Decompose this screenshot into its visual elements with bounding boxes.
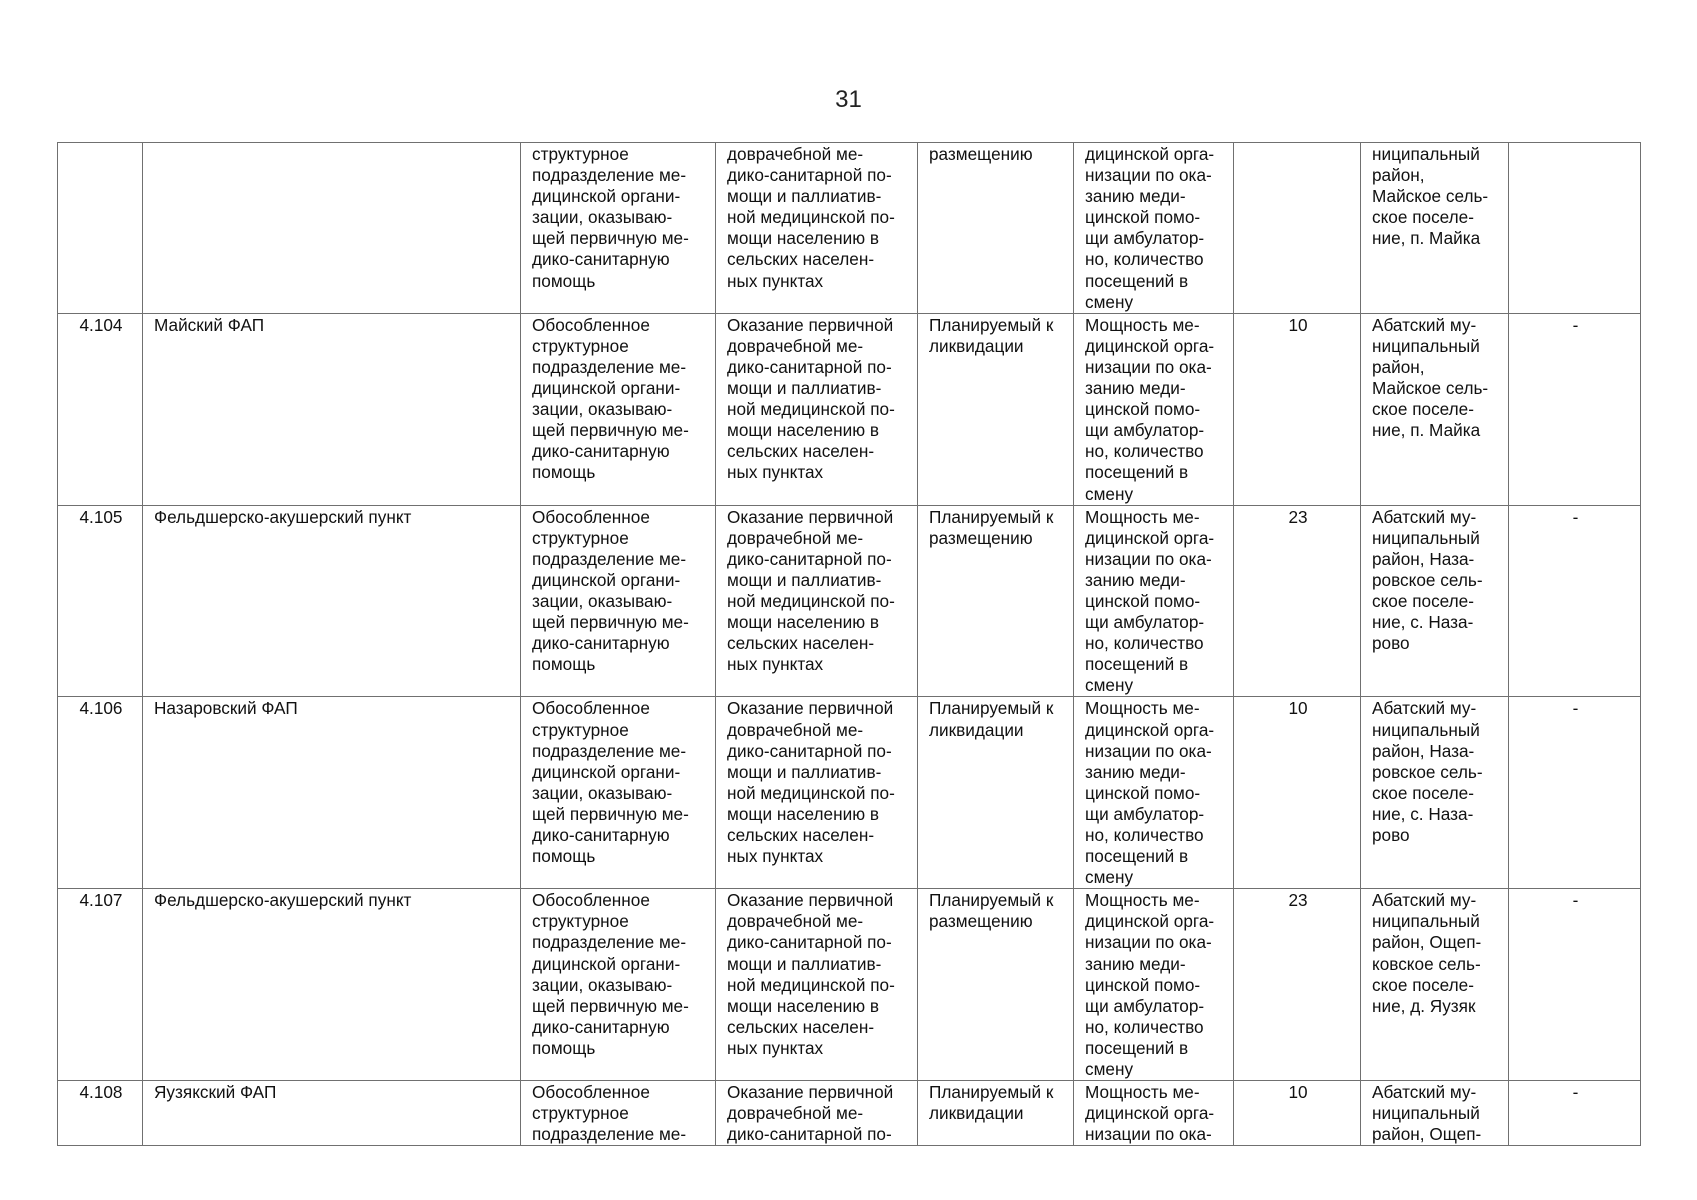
cell-capacity: 10 bbox=[1234, 313, 1361, 505]
cell-capacity: 10 bbox=[1234, 1081, 1361, 1146]
cell-name: Яузякский ФАП bbox=[143, 1081, 521, 1146]
cell-indicator: Мощность ме- дицинской орга- низации по ока- занию меди- цинской помо- щи амбулатор- но, количество посещений в смену bbox=[1074, 505, 1234, 697]
cell-name: Фельдшерско-акушерский пункт bbox=[143, 505, 521, 697]
cell-location: Абатский му- ниципальный район, Ощеп- ковское сель- ское поселе- ние, д. Яузяк bbox=[1361, 889, 1509, 1081]
cell-type: Обособленное структурное подразделение ме- дицинской органи- зации, оказываю- щей первичную ме- дико-санитарную помощь bbox=[521, 505, 716, 697]
cell-status: размещению bbox=[918, 143, 1074, 314]
cell-number: 4.107 bbox=[58, 889, 143, 1081]
cell-number bbox=[58, 143, 143, 314]
cell-status: Планируемый к ликвидации bbox=[918, 1081, 1074, 1146]
cell-location: Абатский му- ниципальный район, Ощеп- bbox=[1361, 1081, 1509, 1146]
table-row bbox=[58, 143, 1641, 314]
cell-indicator: Мощность ме- дицинской орга- низации по ока- занию меди- цинской помо- щи амбулатор- но, количество посещений в смену bbox=[1074, 889, 1234, 1081]
cell-extra: - bbox=[1509, 313, 1641, 505]
cell-purpose: Оказание первичной доврачебной ме- дико-санитарной по- bbox=[716, 1081, 918, 1146]
page-number: 31 bbox=[835, 86, 862, 113]
cell-capacity bbox=[1234, 143, 1361, 314]
cell-type: Обособленное структурное подразделение ме- дицинской органи- зации, оказываю- щей первичную ме- дико-санитарную помощь bbox=[521, 889, 716, 1081]
cell-type: Обособленное структурное подразделение ме- дицинской органи- зации, оказываю- щей первичную ме- дико-санитарную помощь bbox=[521, 697, 716, 889]
cell-status: Планируемый к ликвидации bbox=[918, 313, 1074, 505]
cell-capacity: 10 bbox=[1234, 697, 1361, 889]
table-row bbox=[58, 1081, 1641, 1146]
table-row bbox=[58, 313, 1641, 505]
cell-purpose: Оказание первичной доврачебной ме- дико-санитарной по- мощи и паллиатив- ной медицинской по- мощи населению в сельских населен- ных пунктах bbox=[716, 313, 918, 505]
cell-number: 4.104 bbox=[58, 313, 143, 505]
cell-capacity: 23 bbox=[1234, 505, 1361, 697]
table-row bbox=[58, 889, 1641, 1081]
cell-status: Планируемый к размещению bbox=[918, 889, 1074, 1081]
cell-extra: - bbox=[1509, 697, 1641, 889]
cell-name: Назаровский ФАП bbox=[143, 697, 521, 889]
cell-name: Майский ФАП bbox=[143, 313, 521, 505]
cell-location: Абатский му- ниципальный район, Наза- ровское сель- ское поселе- ние, с. Наза- рово bbox=[1361, 697, 1509, 889]
cell-name: Фельдшерско-акушерский пункт bbox=[143, 889, 521, 1081]
cell-type: структурное подразделение ме- дицинской органи- зации, оказываю- щей первичную ме- дико-санитарную помощь bbox=[521, 143, 716, 314]
cell-location: Абатский му- ниципальный район, Наза- ровское сель- ское поселе- ние, с. Наза- рово bbox=[1361, 505, 1509, 697]
cell-type: Обособленное структурное подразделение ме- bbox=[521, 1081, 716, 1146]
cell-number: 4.108 bbox=[58, 1081, 143, 1146]
cell-purpose: Оказание первичной доврачебной ме- дико-санитарной по- мощи и паллиатив- ной медицинской по- мощи населению в сельских населен- ных пунктах bbox=[716, 505, 918, 697]
facilities-table bbox=[57, 142, 1641, 1146]
cell-type: Обособленное структурное подразделение ме- дицинской органи- зации, оказываю- щей первичную ме- дико-санитарную помощь bbox=[521, 313, 716, 505]
cell-purpose: Оказание первичной доврачебной ме- дико-санитарной по- мощи и паллиатив- ной медицинской по- мощи населению в сельских населен- ных пунктах bbox=[716, 697, 918, 889]
cell-capacity: 23 bbox=[1234, 889, 1361, 1081]
cell-indicator: Мощность ме- дицинской орга- низации по ока- занию меди- цинской помо- щи амбулатор- но, количество посещений в смену bbox=[1074, 313, 1234, 505]
cell-status: Планируемый к ликвидации bbox=[918, 697, 1074, 889]
cell-status: Планируемый к размещению bbox=[918, 505, 1074, 697]
cell-extra: - bbox=[1509, 1081, 1641, 1146]
cell-location: Абатский му- ниципальный район, Майское сель- ское поселе- ние, п. Майка bbox=[1361, 313, 1509, 505]
cell-indicator: дицинской орга- низации по ока- занию меди- цинской помо- щи амбулатор- но, количество посещений в смену bbox=[1074, 143, 1234, 314]
table-row bbox=[58, 697, 1641, 889]
cell-extra bbox=[1509, 143, 1641, 314]
cell-purpose: Оказание первичной доврачебной ме- дико-санитарной по- мощи и паллиатив- ной медицинской по- мощи населению в сельских населен- ных пунктах bbox=[716, 889, 918, 1081]
cell-number: 4.106 bbox=[58, 697, 143, 889]
cell-name bbox=[143, 143, 521, 314]
cell-indicator: Мощность ме- дицинской орга- низации по ока- bbox=[1074, 1081, 1234, 1146]
cell-indicator: Мощность ме- дицинской орга- низации по ока- занию меди- цинской помо- щи амбулатор- но, количество посещений в смену bbox=[1074, 697, 1234, 889]
cell-location: ниципальный район, Майское сель- ское поселе- ние, п. Майка bbox=[1361, 143, 1509, 314]
cell-extra: - bbox=[1509, 505, 1641, 697]
table-row bbox=[58, 505, 1641, 697]
cell-extra: - bbox=[1509, 889, 1641, 1081]
cell-purpose: доврачебной ме- дико-санитарной по- мощи и паллиатив- ной медицинской по- мощи населению в сельских населен- ных пунктах bbox=[716, 143, 918, 314]
cell-number: 4.105 bbox=[58, 505, 143, 697]
